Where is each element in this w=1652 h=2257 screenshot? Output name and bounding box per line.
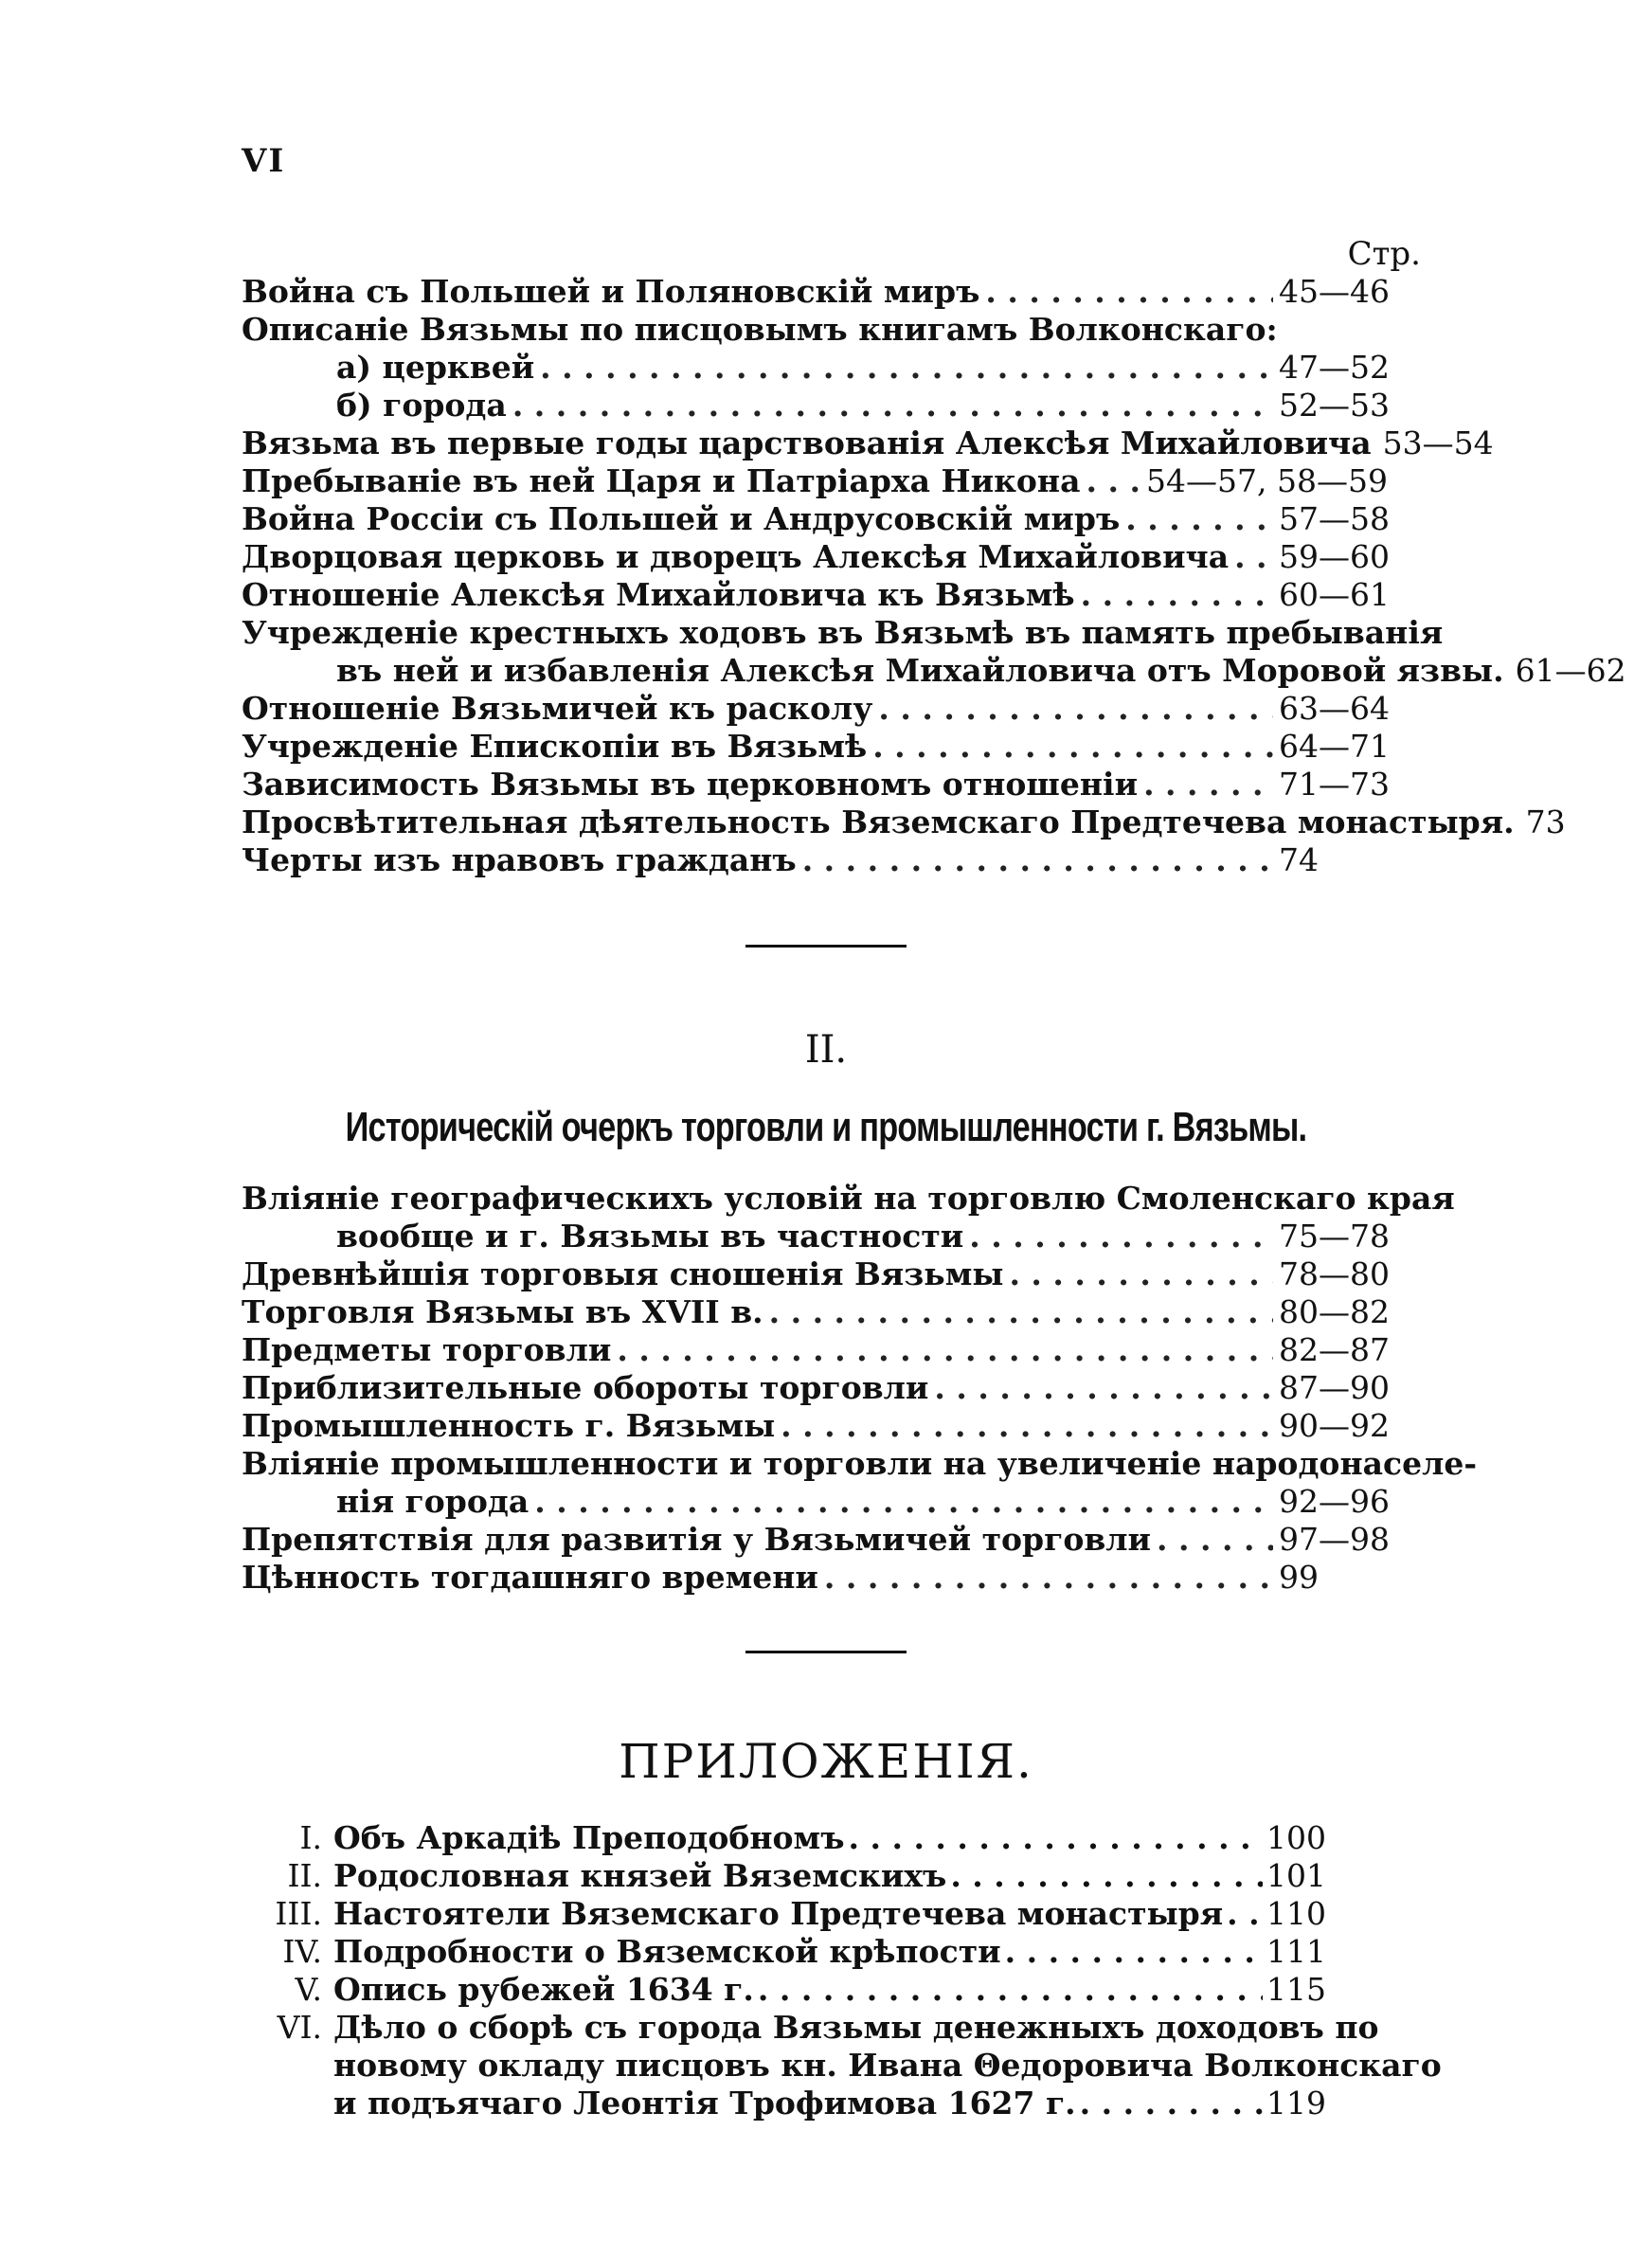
leader-dots	[950, 1857, 1263, 1895]
leader-dots	[617, 1331, 1273, 1369]
leader-dots	[969, 1218, 1273, 1255]
toc-row-page: 63—64	[1279, 690, 1390, 727]
toc-row-text: Торговля Вязьмы въ XVII в.	[242, 1293, 763, 1330]
appendix-row-text: Подробности о Вяземской крѣпости	[333, 1933, 1001, 1970]
toc-row-page: 74	[1279, 841, 1319, 878]
toc-row-text: Дворцовая церковь и дворецъ Алексѣя Михайловича	[242, 538, 1230, 575]
toc-row-page: 57—58	[1279, 500, 1390, 537]
leader-dots	[1086, 462, 1140, 500]
appendix-row-text: Дѣло о сборѣ съ города Вязьмы денежныхъ доходовъ по	[333, 2009, 1379, 2046]
toc-row-page: 59—60	[1279, 538, 1390, 575]
toc-row	[242, 1255, 1421, 1293]
toc-section-2	[242, 1180, 1478, 1597]
toc-row-page: 47—52	[1279, 349, 1390, 386]
toc-row-page: 53—54	[1382, 424, 1494, 461]
leader-dots	[534, 1483, 1273, 1521]
toc-section-1	[242, 235, 1626, 879]
leader-dots	[758, 1971, 1263, 2009]
toc-row-page: 60—61	[1279, 576, 1390, 613]
toc-row	[242, 387, 1421, 424]
appendix-row-text: Настоятели Вяземскаго Предтечева монастыря	[333, 1895, 1224, 1932]
leader-dots	[512, 387, 1273, 424]
appendix-row-number: I.	[299, 1819, 322, 1856]
toc-row-text: Вліяніе географическихъ условій на торговлю Смоленскаго края	[242, 1180, 1455, 1217]
toc-row-page: 87—90	[1279, 1369, 1390, 1406]
leader-dots	[878, 690, 1273, 728]
toc-row-text: Описаніе Вязьмы по писцовымъ книгамъ Волконскаго:	[242, 311, 1278, 348]
toc-row-page: 78—80	[1279, 1255, 1390, 1292]
leader-dots	[1157, 1521, 1273, 1559]
appendix-row	[242, 1819, 1326, 1857]
toc-row	[242, 1559, 1421, 1597]
appendix-title: ПРИЛОЖЕНІЯ.	[619, 1734, 1033, 1789]
toc-row	[242, 1445, 1478, 1483]
toc-row	[242, 273, 1421, 311]
toc-row-page: 92—96	[1279, 1483, 1390, 1520]
toc-row	[242, 1407, 1421, 1445]
toc-row	[242, 538, 1421, 576]
appendix-row-page: 110	[1266, 1895, 1326, 1932]
toc-row-text: нія города	[336, 1483, 530, 1520]
appendix-row-number: IV.	[282, 1933, 322, 1970]
toc-row	[242, 728, 1421, 766]
appendix-row-number: II.	[287, 1857, 322, 1894]
toc-row-page: 71—73	[1279, 766, 1390, 803]
toc-row	[242, 652, 1626, 690]
leader-dots	[1009, 1255, 1273, 1293]
toc-row-page: 61—62	[1515, 652, 1626, 689]
leader-dots	[849, 1819, 1263, 1857]
leader-dots	[540, 349, 1273, 387]
toc-row-text: Зависимость Вязьмы въ церковномъ отношеніи	[242, 766, 1139, 803]
appendix-row	[242, 2085, 1326, 2122]
toc-row	[242, 311, 1421, 349]
toc-row	[242, 1180, 1455, 1218]
toc-row-page: 64—71	[1279, 728, 1390, 765]
toc-row	[242, 1369, 1421, 1407]
appendix-row-page: 101	[1266, 1857, 1326, 1894]
toc-row	[242, 690, 1421, 728]
toc-row-page: 80—82	[1279, 1293, 1390, 1330]
toc-row	[242, 803, 1566, 841]
toc-row	[242, 1483, 1421, 1521]
leader-dots	[872, 728, 1273, 766]
toc-row-text: въ ней и избавленія Алексѣя Михайловича отъ Моровой язвы.	[336, 652, 1504, 689]
toc-row-text: Черты изъ нравовъ гражданъ	[242, 841, 797, 878]
toc-row	[242, 424, 1494, 462]
toc-row	[242, 1218, 1421, 1255]
toc-row-text: Промышленность г. Вязьмы	[242, 1407, 776, 1444]
appendix-row-page: 115	[1266, 1971, 1326, 2008]
leader-dots	[1080, 2085, 1263, 2122]
appendix-row-page: 119	[1266, 2085, 1326, 2122]
toc-row-page: 75—78	[1279, 1218, 1390, 1255]
leader-dots	[802, 841, 1273, 879]
appendix-row	[242, 1895, 1326, 1933]
toc-row-text: Древнѣйшія торговыя сношенія Вязьмы	[242, 1255, 1004, 1292]
toc-row-page: 54—57, 58—59	[1146, 462, 1388, 499]
toc-row-text: Вліяніе промышленности и торговли на увеличеніе народонаселе-	[242, 1445, 1478, 1482]
leader-dots	[1234, 538, 1273, 576]
appendix-row-text: новому окладу писцовъ кн. Ивана Θедоровича Волконскаго	[333, 2047, 1442, 2084]
leader-dots	[985, 273, 1273, 311]
toc-row	[242, 766, 1421, 803]
leader-dots	[1227, 1895, 1263, 1933]
appendix-row-text: и подъячаго Леонтія Трофимова 1627 г.	[333, 2085, 1076, 2122]
page-column-header: Стр.	[1347, 235, 1421, 273]
toc-row-text: б) города	[336, 387, 507, 424]
toc-row	[242, 1293, 1421, 1331]
appendix-row-number: III.	[275, 1895, 322, 1932]
leader-dots	[781, 1407, 1273, 1445]
toc-row-page: 90—92	[1279, 1407, 1390, 1444]
leader-dots	[1125, 500, 1273, 538]
toc-row	[242, 1521, 1421, 1559]
toc-row-text: вообще и г. Вязьмы въ частности	[336, 1218, 964, 1255]
appendix-row	[242, 1857, 1326, 1895]
toc-row-text: Война съ Польшей и Поляновскій миръ	[242, 273, 980, 310]
toc-row-page: 97—98	[1279, 1521, 1390, 1558]
toc-row-text: Отношеніе Вязьмичей къ расколу	[242, 690, 873, 727]
toc-row-page: 99	[1279, 1559, 1319, 1596]
appendix-row	[242, 2009, 1379, 2047]
section-title: Историческій очеркъ торговли и промышленности г. Вязьмы.	[345, 1104, 1307, 1150]
toc-row-text: Учрежденіе крестныхъ ходовъ въ Вязьмѣ въ память пребыванія	[242, 614, 1444, 651]
toc-row-text: Просвѣтительная дѣятельность Вяземскаго Предтечева монастыря.	[242, 803, 1515, 840]
toc-row-text: Отношеніе Алексѣя Михайловича къ Вязьмѣ	[242, 576, 1075, 613]
appendix-row-text: Объ Аркадіѣ Преподобномъ	[333, 1819, 845, 1856]
appendix-list	[242, 1819, 1442, 2122]
toc-row-text: Вязьма въ первые годы царствованія Алексѣя Михайловича	[242, 424, 1372, 461]
appendix-row-number: VI.	[277, 2009, 322, 2046]
toc-row-page: 73	[1525, 803, 1566, 840]
leader-dots	[934, 1369, 1273, 1407]
toc-row	[242, 841, 1421, 879]
toc-row	[242, 614, 1444, 652]
toc-row	[242, 1331, 1421, 1369]
toc-row-text: Цѣнность тогдашняго времени	[242, 1559, 818, 1596]
page-number: VI	[242, 142, 286, 180]
divider-rule	[745, 945, 907, 948]
toc-row-text: Учрежденіе Епископіи въ Вязьмѣ	[242, 728, 868, 765]
appendix-row-text: Родословная князей Вяземскихъ	[333, 1857, 947, 1894]
toc-row	[242, 576, 1421, 614]
toc-row	[242, 462, 1421, 500]
toc-row-page: 45—46	[1279, 273, 1390, 310]
toc-row	[242, 500, 1421, 538]
leader-dots	[1143, 766, 1273, 803]
toc-row-text: Пребываніе въ ней Царя и Патріарха Никона	[242, 462, 1081, 499]
appendix-row	[242, 2047, 1442, 2085]
appendix-row	[242, 1971, 1326, 2009]
leader-dots	[824, 1559, 1273, 1597]
leader-dots	[1081, 576, 1273, 614]
toc-row-page: 52—53	[1279, 387, 1390, 424]
toc-row-text: Война Россіи съ Польшей и Андрусовскій миръ	[242, 500, 1121, 537]
toc-row-text: Предметы торговли	[242, 1331, 612, 1368]
leader-dots	[769, 1293, 1273, 1331]
appendix-row-page: 100	[1266, 1819, 1326, 1856]
appendix-row-page: 111	[1266, 1933, 1326, 1970]
divider-rule	[745, 1651, 907, 1653]
toc-row	[242, 349, 1421, 387]
section-number: II.	[804, 1028, 848, 1072]
appendix-row	[242, 1933, 1326, 1971]
appendix-row-text: Опись рубежей 1634 г.	[333, 1971, 754, 2008]
toc-row-text: а) церквей	[336, 349, 535, 386]
leader-dots	[1005, 1933, 1263, 1971]
toc-row-text: Препятствія для развитія у Вязьмичей торговли	[242, 1521, 1152, 1558]
toc-row-text: Приблизительные обороты торговли	[242, 1369, 929, 1406]
appendix-row-number: V.	[295, 1971, 322, 2008]
toc-row-page: 82—87	[1279, 1331, 1390, 1368]
